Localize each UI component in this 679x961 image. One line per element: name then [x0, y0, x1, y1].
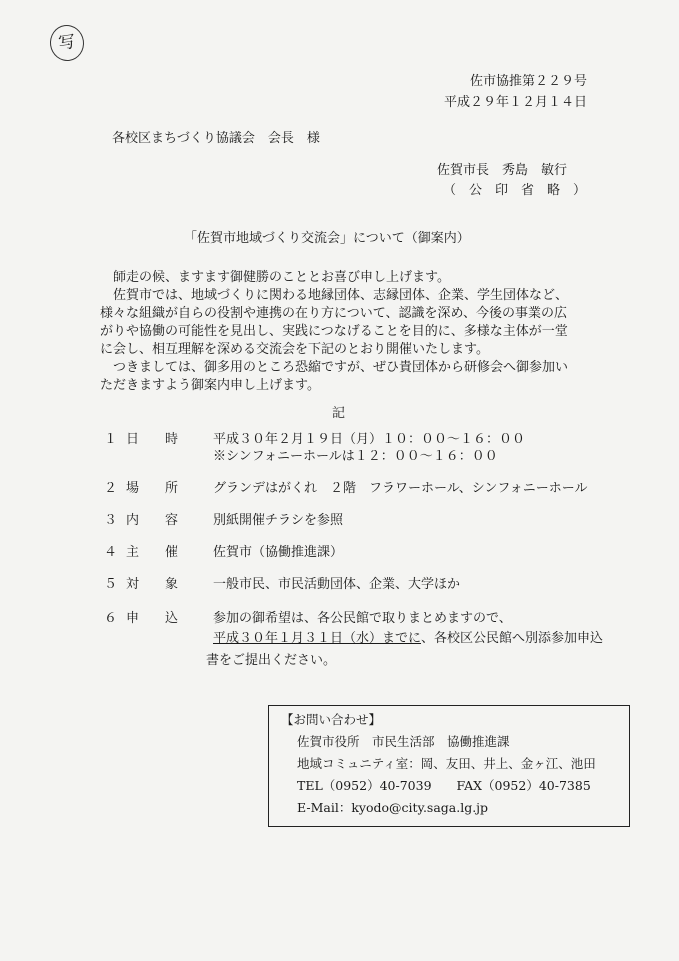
deadline-rest: 、各校区公民館へ別添参加申込 — [421, 631, 604, 646]
item-value: 参加の御希望は、各公民館で取りまとめますので、 — [213, 611, 512, 626]
contact-email: E-Mail：kyodo@city.saga.lg.jp — [297, 800, 489, 815]
copy-stamp: 写 — [48, 23, 87, 63]
item-number: １ — [104, 432, 118, 447]
document-date: 平成２９年１２月１４日 — [443, 95, 587, 110]
item-number: ４ — [104, 545, 118, 560]
item-value: 別紙開催チラシを参照 — [213, 513, 344, 528]
contact-phone-fax: TEL（0952）40-7039 FAX（0952）40-7385 — [297, 778, 591, 793]
body-paragraph-2: 佐賀市では、地域づくりに関わる地縁団体、志縁団体、企業、学生団体など、様々な組織が自らの役割や連携の在り方について、認識を深め、今後の事業の広がりや協働の可能性を見出し、実践につなげることを目的に、多様な主体が一堂に会し、相互理解を深める交流会を下記のとおり開催いたします。 — [100, 288, 569, 357]
item-label: 対 象 — [126, 577, 179, 592]
item-label: 内 容 — [126, 513, 179, 528]
item-value: グランデはがくれ ２階 フラワーホール、シンフォニーホール — [213, 481, 588, 496]
body-paragraph-1: 師走の候、ますます御健勝のこととお喜び申し上げます。 — [113, 270, 450, 285]
sender-title: 佐賀市長 秀島 敏行 — [437, 163, 568, 178]
contact-staff: 地域コミュニティ室：岡、友田、井上、金ヶ江、池田 — [297, 756, 596, 771]
addressee: 各校区まちづくり協議会 会長 様 — [112, 131, 320, 146]
item-number: ２ — [104, 481, 118, 496]
subject-title: 「佐賀市地域づくり交流会」について（御案内） — [184, 231, 470, 246]
contact-heading: 【お問い合わせ】 — [281, 712, 382, 727]
sender-seal-note: （ 公 印 省 略 ） — [443, 183, 587, 198]
ki-heading: 記 — [332, 406, 346, 421]
document-number: 佐市協推第２２９号 — [469, 74, 587, 89]
item-label: 日 時 — [126, 432, 179, 447]
item-value-line2 — [213, 627, 603, 646]
deadline-underlined: 平成３０年１月３１日（水）までに — [213, 631, 422, 646]
item-value-note: ※シンフォニーホールは１２：００～１６：００ — [213, 449, 498, 464]
contact-office: 佐賀市役所 市民生活部 協働推進課 — [297, 734, 510, 749]
item-label: 申 込 — [126, 611, 179, 626]
item-number: ５ — [104, 577, 118, 592]
item-number: ６ — [104, 611, 118, 626]
item-value: 佐賀市（協働推進課） — [213, 545, 344, 560]
contact-box — [268, 705, 630, 827]
item-label: 場 所 — [126, 481, 179, 496]
item-value-line3: 書をご提出ください。 — [206, 653, 337, 668]
item-number: ３ — [104, 513, 118, 528]
item-label: 主 催 — [126, 545, 179, 560]
body-paragraph-3: つきましては、御多用のところ恐縮ですが、ぜひ貴団体から研修会へ御参加いただきますよう御案内申し上げます。 — [100, 360, 569, 393]
item-value: 一般市民、市民活動団体、企業、大学ほか — [213, 577, 461, 592]
item-value: 平成３０年２月１９日（月）１０：００～１６：００ — [213, 432, 526, 447]
